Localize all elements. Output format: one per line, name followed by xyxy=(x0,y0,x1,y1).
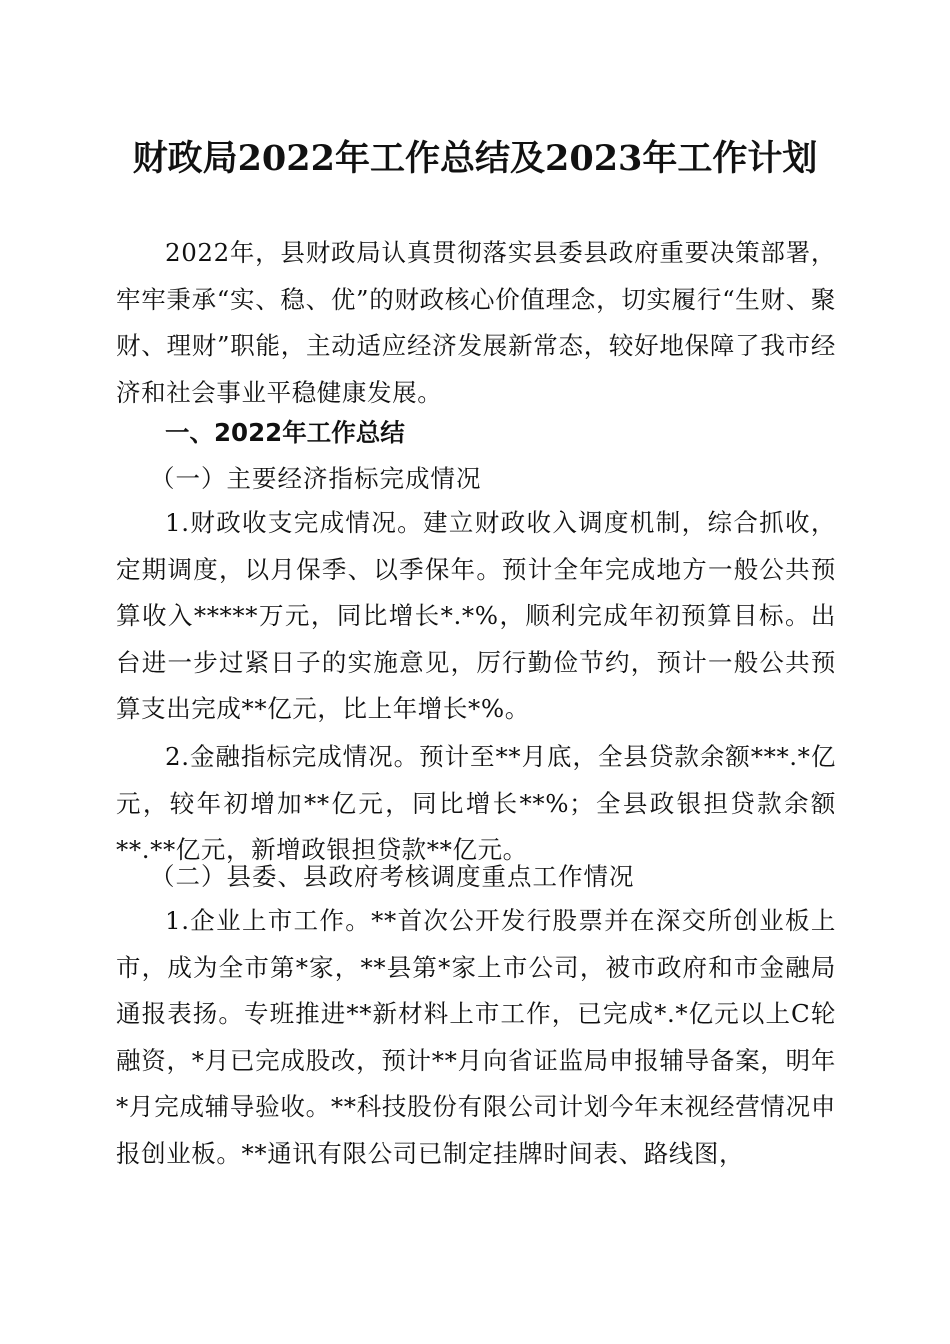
subsection-heading: （二）县委、县政府考核调度重点工作情况 xyxy=(150,862,635,891)
section-heading: 一、2022年工作总结 xyxy=(165,418,405,447)
body-paragraph: 2.金融指标完成情况。预计至**月底，全县贷款余额***.*亿元，较年初增加**亿元，同比增长**%；全县政银担贷款余额**.**亿元，新增政银担贷款**亿元。 xyxy=(116,742,836,865)
body-paragraph: 1.企业上市工作。**首次公开发行股票并在深交所创业板上市，成为全市第*家，**县第*家上市公司，被市政府和市金融局通报表扬。专班推进**新材料上市工作，已完成*.*亿元以上C轮融资，*月已完成股改，预计**月向省证监局申报辅导备案，明年*月完成辅导验收。**科技股份有限公司计划今年末视经营情况申报创业板。**通讯有限公司已制定挂牌时间表、路线图， xyxy=(116,906,836,1168)
intro-paragraph: 2022年，县财政局认真贯彻落实县委县政府重要决策部署，牢牢秉承“实、稳、优”的财政核心价值理念，切实履行“生财、聚财、理财”职能，主动适应经济发展新常态，较好地保障了我市经济和社会事业平稳健康发展。 xyxy=(116,238,836,407)
document-title: 财政局2022年工作总结及2023年工作计划 xyxy=(132,138,818,179)
body-paragraph: 1.财政收支完成情况。建立财政收入调度机制，综合抓收，定期调度，以月保季、以季保年。预计全年完成地方一般公共预算收入*****万元，同比增长*.*%，顺利完成年初预算目标。出台进一步过紧日子的实施意见，厉行勤俭节约，预计一般公共预算支出完成**亿元，比上年增长*%。 xyxy=(116,508,836,724)
subsection-heading: （一）主要经济指标完成情况 xyxy=(150,464,482,493)
